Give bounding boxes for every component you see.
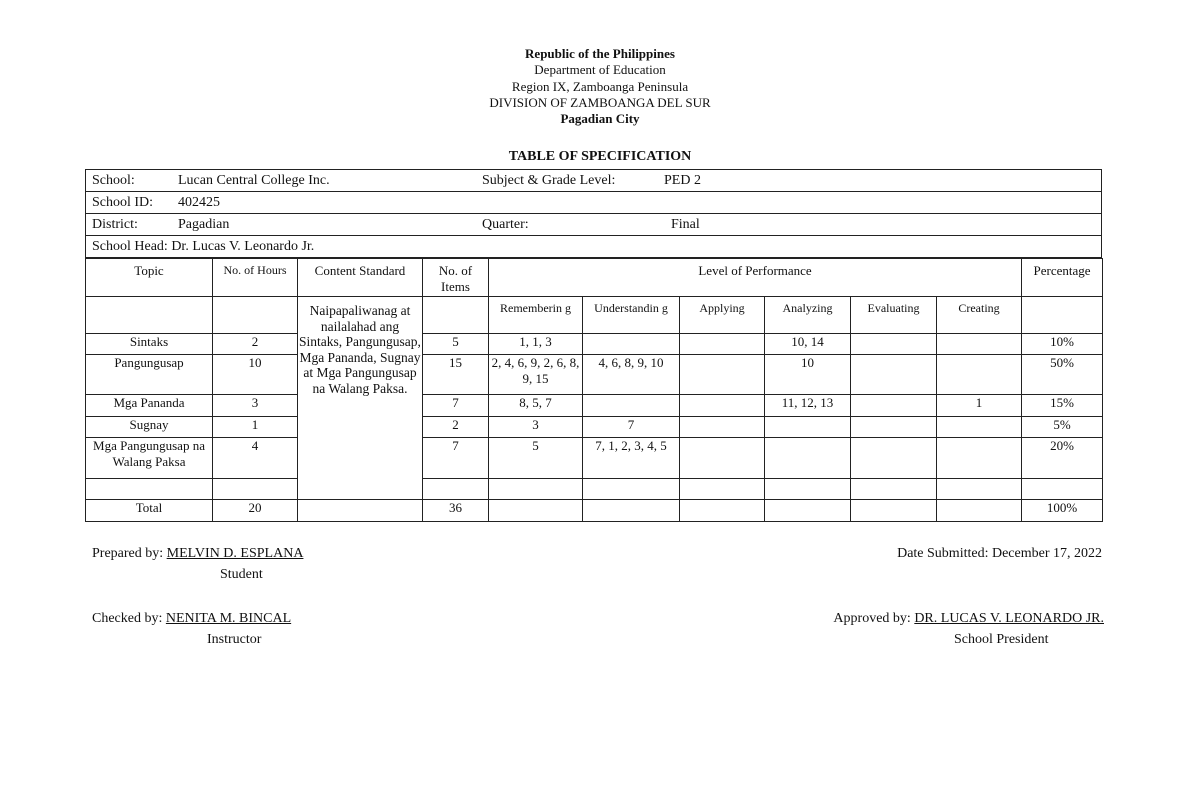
row-hours: 4 [213, 438, 298, 479]
header-department: Department of Education [534, 62, 666, 78]
school-id-label: School ID: [92, 195, 154, 210]
row-applying [680, 438, 765, 479]
info-row-school-id [86, 192, 1101, 214]
header-city: Pagadian City [560, 111, 640, 127]
row-topic: Mga Pangungusap na Walang Paksa [86, 438, 213, 479]
row-evaluating [851, 395, 937, 417]
approved-name: DR. LUCAS V. LEONARDO JR. [914, 611, 1104, 626]
total-percentage: 100% [1022, 500, 1103, 522]
district-label: District: [92, 217, 138, 232]
header-analyzing: Analyzing [765, 297, 851, 334]
approved-by [833, 611, 1104, 627]
row-remembering: 3 [489, 417, 583, 438]
table-row [86, 355, 1103, 395]
table-row [86, 438, 1103, 479]
document-header [0, 46, 1200, 127]
row-applying [680, 417, 765, 438]
prepared-name: MELVIN D. ESPLANA [166, 546, 304, 561]
row-understanding: 7 [583, 417, 680, 438]
header-content-standard: Content Standard [298, 259, 423, 297]
row-creating [937, 438, 1022, 479]
table-row [86, 417, 1103, 438]
row-topic: Sintaks [86, 334, 213, 355]
content-standard-cell: Naipapaliwanag at nailalahad ang Sintaks, Pangungusap, Mga Pananda, Sugnay at Mga Pangungusap na Walang Paksa. [298, 297, 423, 500]
approved-role: School President [954, 632, 1049, 647]
approved-label: Approved by: [833, 611, 911, 626]
row-remembering: 8, 5, 7 [489, 395, 583, 417]
row-items: 7 [423, 395, 489, 417]
row-analyzing [765, 417, 851, 438]
header-applying: Applying [680, 297, 765, 334]
row-topic: Sugnay [86, 417, 213, 438]
district-value: Pagadian [178, 217, 230, 232]
school-id-value: 402425 [178, 195, 220, 210]
row-evaluating [851, 417, 937, 438]
total-hours: 20 [213, 500, 298, 522]
school-head: School Head: Dr. Lucas V. Leonardo Jr. [92, 239, 315, 254]
prepared-label: Prepared by: [92, 546, 164, 561]
row-evaluating [851, 438, 937, 479]
row-analyzing [765, 438, 851, 479]
info-row-school [86, 170, 1101, 192]
checked-name: NENITA M. BINCAL [165, 611, 292, 626]
row-understanding [583, 334, 680, 355]
total-items: 36 [423, 500, 489, 522]
row-understanding: 7, 1, 2, 3, 4, 5 [583, 438, 680, 479]
checked-label: Checked by: [92, 611, 163, 626]
row-remembering: 1, 1, 3 [489, 334, 583, 355]
row-understanding: 4, 6, 8, 9, 10 [583, 355, 680, 395]
total-row [86, 500, 1103, 522]
row-topic: Mga Pananda [86, 395, 213, 417]
row-percentage: 50% [1022, 355, 1103, 395]
checked-by [92, 611, 291, 627]
row-analyzing: 10, 14 [765, 334, 851, 355]
empty-row [86, 479, 1103, 500]
row-percentage: 5% [1022, 417, 1103, 438]
subject-label: Subject & Grade Level: [482, 173, 616, 188]
table-row [86, 395, 1103, 417]
row-hours: 10 [213, 355, 298, 395]
header-items: No. of Items [423, 259, 489, 297]
row-applying [680, 395, 765, 417]
info-block [85, 169, 1102, 258]
row-items: 7 [423, 438, 489, 479]
subject-value: PED 2 [664, 173, 701, 188]
quarter-label: Quarter: [482, 217, 529, 232]
page-title: TABLE OF SPECIFICATION [508, 149, 692, 164]
info-row-school-head [86, 236, 1101, 258]
header-level-of-performance: Level of Performance [489, 259, 1022, 297]
header-row [86, 259, 1103, 297]
header-percentage: Percentage [1022, 259, 1103, 297]
header-division: DIVISION OF ZAMBOANGA DEL SUR [489, 94, 711, 110]
total-label: Total [86, 500, 213, 522]
row-percentage: 10% [1022, 334, 1103, 355]
row-analyzing: 10 [765, 355, 851, 395]
info-row-district [86, 214, 1101, 236]
row-evaluating [851, 355, 937, 395]
row-understanding [583, 395, 680, 417]
header-topic: Topic [86, 259, 213, 297]
row-percentage: 20% [1022, 438, 1103, 479]
prepared-by [92, 546, 303, 562]
header-creating: Creating [937, 297, 1022, 334]
row-creating [937, 355, 1022, 395]
row-remembering: 5 [489, 438, 583, 479]
row-items: 5 [423, 334, 489, 355]
header-region: Region IX, Zamboanga Peninsula [511, 78, 689, 94]
school-value: Lucan Central College Inc. [178, 173, 330, 188]
header-remembering: Rememberin g [489, 297, 583, 334]
header-republic: Republic of the Philippines [525, 46, 675, 61]
header-hours: No. of Hours [213, 259, 298, 297]
prepared-role: Student [220, 567, 263, 582]
checked-role: Instructor [207, 632, 262, 647]
row-creating: 1 [937, 395, 1022, 417]
row-items: 2 [423, 417, 489, 438]
row-hours: 1 [213, 417, 298, 438]
row-hours: 3 [213, 395, 298, 417]
row-percentage: 15% [1022, 395, 1103, 417]
row-items: 15 [423, 355, 489, 395]
subheader-row [86, 297, 1103, 334]
row-topic: Pangungusap [86, 355, 213, 395]
quarter-value: Final [671, 217, 700, 232]
date-submitted: Date Submitted: December 17, 2022 [897, 546, 1102, 561]
specification-table [85, 258, 1103, 522]
header-evaluating: Evaluating [851, 297, 937, 334]
row-analyzing: 11, 12, 13 [765, 395, 851, 417]
row-hours: 2 [213, 334, 298, 355]
header-understanding: Understandin g [583, 297, 680, 334]
row-creating [937, 417, 1022, 438]
row-applying [680, 355, 765, 395]
row-creating [937, 334, 1022, 355]
table-row [86, 334, 1103, 355]
row-applying [680, 334, 765, 355]
row-evaluating [851, 334, 937, 355]
school-label: School: [92, 173, 135, 188]
row-remembering: 2, 4, 6, 9, 2, 6, 8, 9, 15 [489, 355, 583, 395]
